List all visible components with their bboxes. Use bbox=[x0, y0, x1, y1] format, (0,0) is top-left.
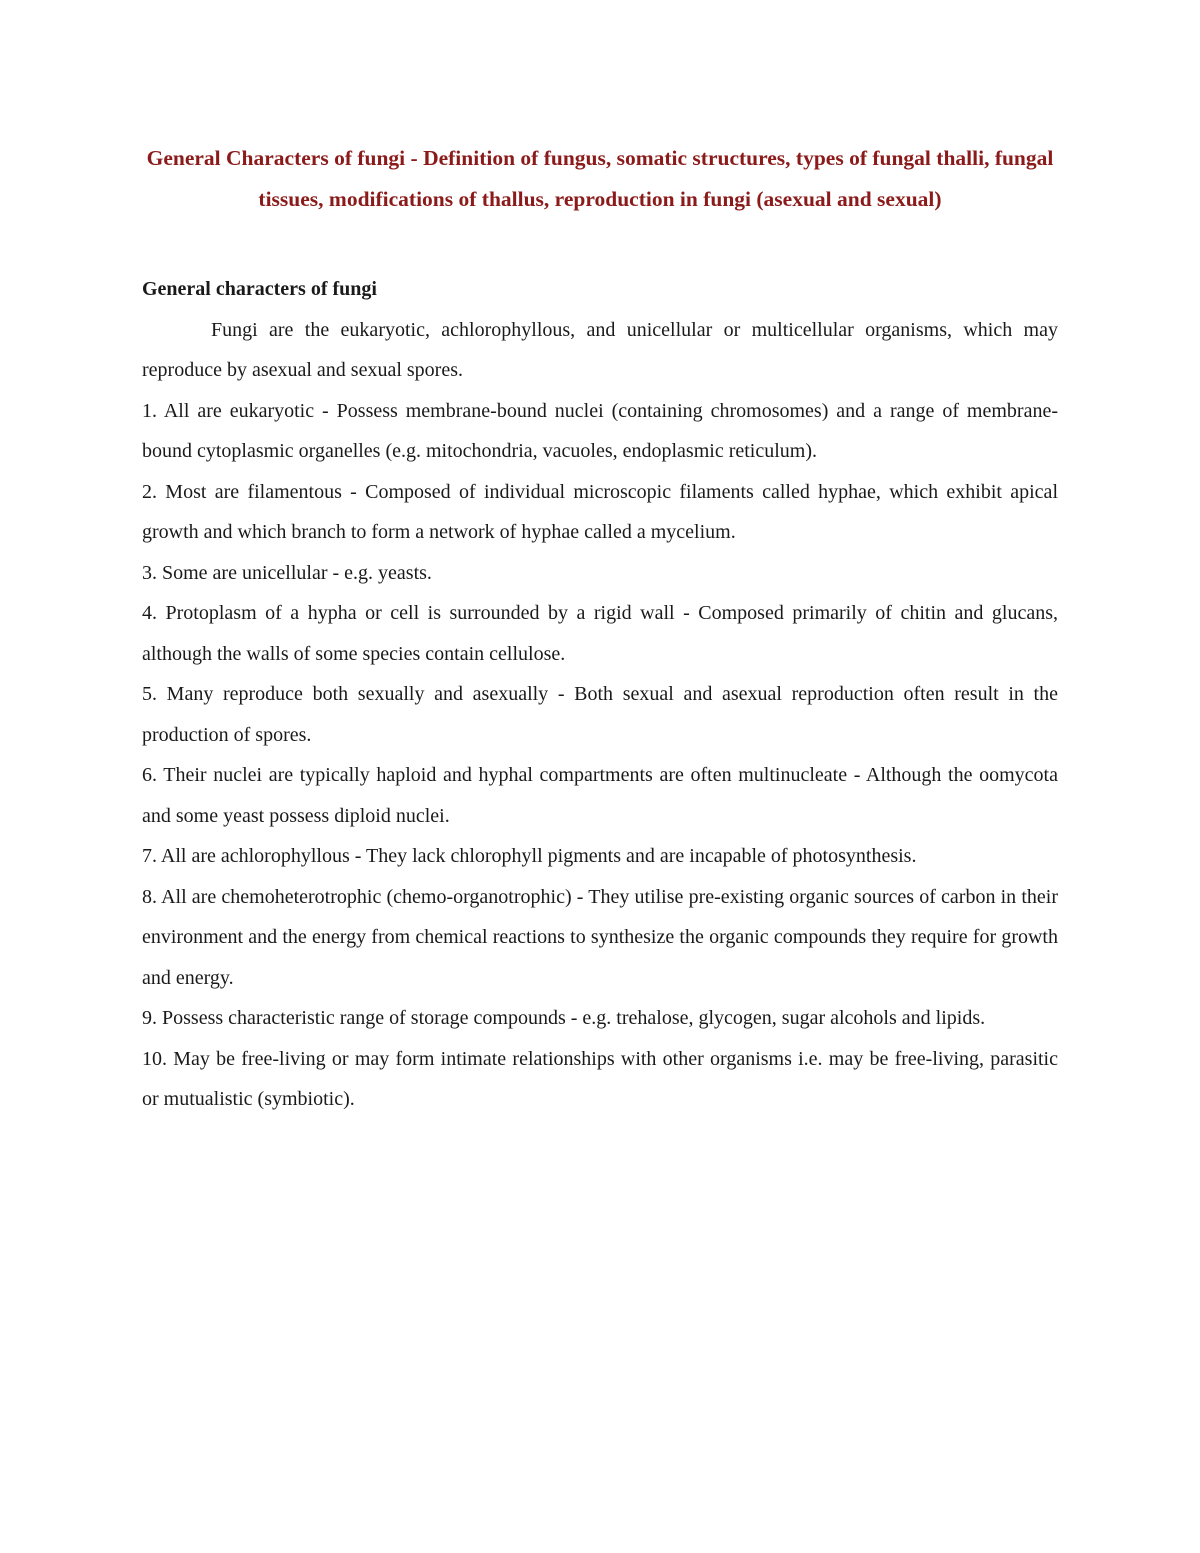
list-item: 2. Most are filamentous - Composed of individual microscopic filaments called hyphae, which exhibit apical growth and which branch to form a network of hyphae called a mycelium. bbox=[142, 480, 1058, 543]
intro-paragraph: Fungi are the eukaryotic, achlorophyllous, and unicellular or multicellular organisms, which may reproduce by asexual and sexual spores. bbox=[142, 318, 1058, 381]
section-heading: General characters of fungi bbox=[142, 278, 377, 300]
characters-list bbox=[142, 391, 1058, 1120]
list-item: 8. All are chemoheterotrophic (chemo-organotrophic) - They utilise pre-existing organic sources of carbon in their environment and the energy from chemical reactions to synthesize the organic compounds they require for growth and energy. bbox=[142, 885, 1058, 989]
document-page bbox=[142, 138, 1058, 1120]
list-item: 6. Their nuclei are typically haploid and hyphal compartments are often multinucleate - Although the oomycota and some yeast possess diploid nuclei. bbox=[142, 764, 1058, 827]
list-item: 5. Many reproduce both sexually and asexually - Both sexual and asexual reproduction often result in the production of spores. bbox=[142, 683, 1058, 746]
list-item: 9. Possess characteristic range of storage compounds - e.g. trehalose, glycogen, sugar alcohols and lipids. bbox=[142, 1007, 986, 1029]
list-item: 3. Some are unicellular - e.g. yeasts. bbox=[142, 561, 432, 584]
document-title: General Characters of fungi - Definition of fungus, somatic structures, types of fungal thalli, fungal tissues, modifications of thallus, reproduction in fungi (asexual and sexual) bbox=[146, 146, 1054, 211]
list-item: 7. All are achlorophyllous - They lack chlorophyll pigments and are incapable of photosynthesis. bbox=[142, 845, 917, 867]
list-item: 10. May be free-living or may form intimate relationships with other organisms i.e. may be free-living, parasitic or mutualistic (symbiotic). bbox=[142, 1047, 1058, 1110]
list-item: 1. All are eukaryotic - Possess membrane-bound nuclei (containing chromosomes) and a range of membrane-bound cytoplasmic organelles (e.g. mitochondria, vacuoles, endoplasmic reticulum). bbox=[142, 399, 1058, 462]
list-item: 4. Protoplasm of a hypha or cell is surrounded by a rigid wall - Composed primarily of chitin and glucans, although the walls of some species contain cellulose. bbox=[142, 602, 1058, 665]
